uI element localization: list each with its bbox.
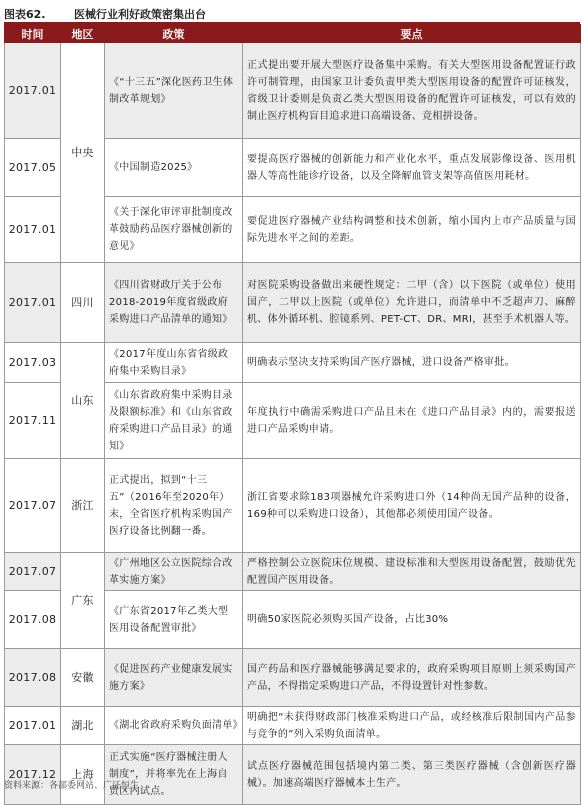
table-row [5, 649, 581, 707]
cell-time: 2017.07 [5, 553, 61, 591]
cell-region: 山东 [61, 343, 105, 459]
cell-region: 中央 [61, 43, 105, 263]
cell-point: 年度执行中确需采购进口产品且未在《进口产品目录》内的，需要报送进口产品采购申请。 [243, 383, 581, 459]
cell-policy: 《中国制造2025》 [105, 139, 243, 197]
table-row [5, 707, 581, 745]
cell-time: 2017.05 [5, 139, 61, 197]
cell-region: 上海 [61, 745, 105, 805]
table-row [5, 745, 581, 805]
cell-point: 严格控制公立医院床位规模、建设标准和大型医用设备配置，鼓励优先配置国产医用设备。 [243, 553, 581, 591]
cell-policy: 《广东省2017年乙类大型医用设备配置审批》 [105, 591, 243, 649]
cell-point: 明确50家医院必须购买国产设备，占比30% [243, 591, 581, 649]
table-row [5, 43, 581, 139]
cell-policy: 《湖北省政府采购负面清单》 [105, 707, 243, 745]
table-row [5, 263, 581, 343]
figure-number: 图表62. [4, 8, 46, 21]
table-row [5, 459, 581, 553]
column-header-time: 时间 [5, 25, 61, 43]
source-note: 资料来源：各部委网站、广证恒生 [4, 781, 140, 791]
cell-point: 国产药品和医疗器械能够满足要求的，政府采购项目原则上须采购国产产品，不得指定采购进口产品，不得设置针对性参数。 [243, 649, 581, 707]
cell-time: 2017.01 [5, 197, 61, 263]
cell-policy: 《2017年度山东省省级政府集中采购目录》 [105, 343, 243, 383]
cell-time: 2017.01 [5, 263, 61, 343]
cell-point: 要提高医疗器械的创新能力和产业化水平，重点发展影像设备、医用机器人等高性能诊疗设备，以及全降解血管支架等高值医用耗材。 [243, 139, 581, 197]
cell-policy: 《山东省政府集中采购目录及限额标准》和《山东省政府采购进口产品目录》的通知》 [105, 383, 243, 459]
cell-point: 正式提出要开展大型医疗设备集中采购。有关大型医用设备配置证行政许可制管理，由国家卫计委负责甲类大型医用设备的配置许可证核发，省级卫计委则是负责乙类大型医用设备的配置许可证核发，可以有效的制止医疗机构盲目追求进口高端设备、竞相拼设备。 [243, 43, 581, 139]
cell-time: 2017.08 [5, 649, 61, 707]
cell-time: 2017.01 [5, 43, 61, 139]
cell-region: 广东 [61, 553, 105, 649]
cell-region: 浙江 [61, 459, 105, 553]
cell-time: 2017.01 [5, 707, 61, 745]
cell-point: 明确把“未获得财政部门核准采购进口产品，或经核准后限制国内产品参与竞争的”列入采购负面清单。 [243, 707, 581, 745]
cell-point: 对医院采购设备做出来硬性规定：二甲（含）以下医院（或单位）使用国产，二甲以上医院（或单位）允许进口，而清单中不乏超声刀、麻醉机、体外循环机、腔镜系列、PET-CT、DR、MRI，甚至手术机器人等。 [243, 263, 581, 343]
cell-time: 2017.03 [5, 343, 61, 383]
table-row [5, 343, 581, 383]
cell-policy: 正式实施“医疗器械注册人制度”，并将率先在上海自贸区内试点。 [105, 745, 243, 805]
cell-policy: 《广州地区公立医院综合改革实施方案》 [105, 553, 243, 591]
figure-title: 医械行业利好政策密集出台 [74, 8, 206, 21]
cell-region: 安徽 [61, 649, 105, 707]
cell-point: 试点医疗器械范围包括境内第二类、第三类医疗器械（含创新医疗器械）。加速高端医疗器械本土生产。 [243, 745, 581, 805]
figure-header [4, 4, 580, 24]
cell-region: 湖北 [61, 707, 105, 745]
cell-policy: 正式提出，拟到“十三五”（2016年至2020年）末，全省医疗机构采购国产医疗设备比例翻一番。 [105, 459, 243, 553]
column-header-region: 地区 [61, 25, 105, 43]
cell-point: 要促进医疗器械产业结构调整和技术创新，缩小国内上市产品质量与国际先进水平之间的差距。 [243, 197, 581, 263]
column-header-policy: 政策 [105, 25, 243, 43]
cell-policy: 《促进医药产业健康发展实施方案》 [105, 649, 243, 707]
policy-table [4, 24, 581, 805]
cell-point: 浙江省要求除183项器械允许采购进口外（14种尚无国产品种的设备，169种可以采购进口设备），其他都必须使用国产设备。 [243, 459, 581, 553]
column-header-point: 要点 [243, 25, 581, 43]
cell-point: 明确表示坚决支持采购国产医疗器械，进口设备严格审批。 [243, 343, 581, 383]
cell-policy: 《四川省财政厅关于公布2018-2019年度省级政府采购进口产品清单的通知》 [105, 263, 243, 343]
cell-time: 2017.12 [5, 745, 61, 805]
cell-region: 四川 [61, 263, 105, 343]
table-header-row [5, 25, 581, 43]
table-row [5, 553, 581, 591]
cell-time: 2017.11 [5, 383, 61, 459]
cell-time: 2017.08 [5, 591, 61, 649]
cell-policy: 《“十三五”深化医药卫生体制改革规划》 [105, 43, 243, 139]
cell-policy: 《关于深化审评审批制度改革鼓励药品医疗器械创新的意见》 [105, 197, 243, 263]
cell-time: 2017.07 [5, 459, 61, 553]
